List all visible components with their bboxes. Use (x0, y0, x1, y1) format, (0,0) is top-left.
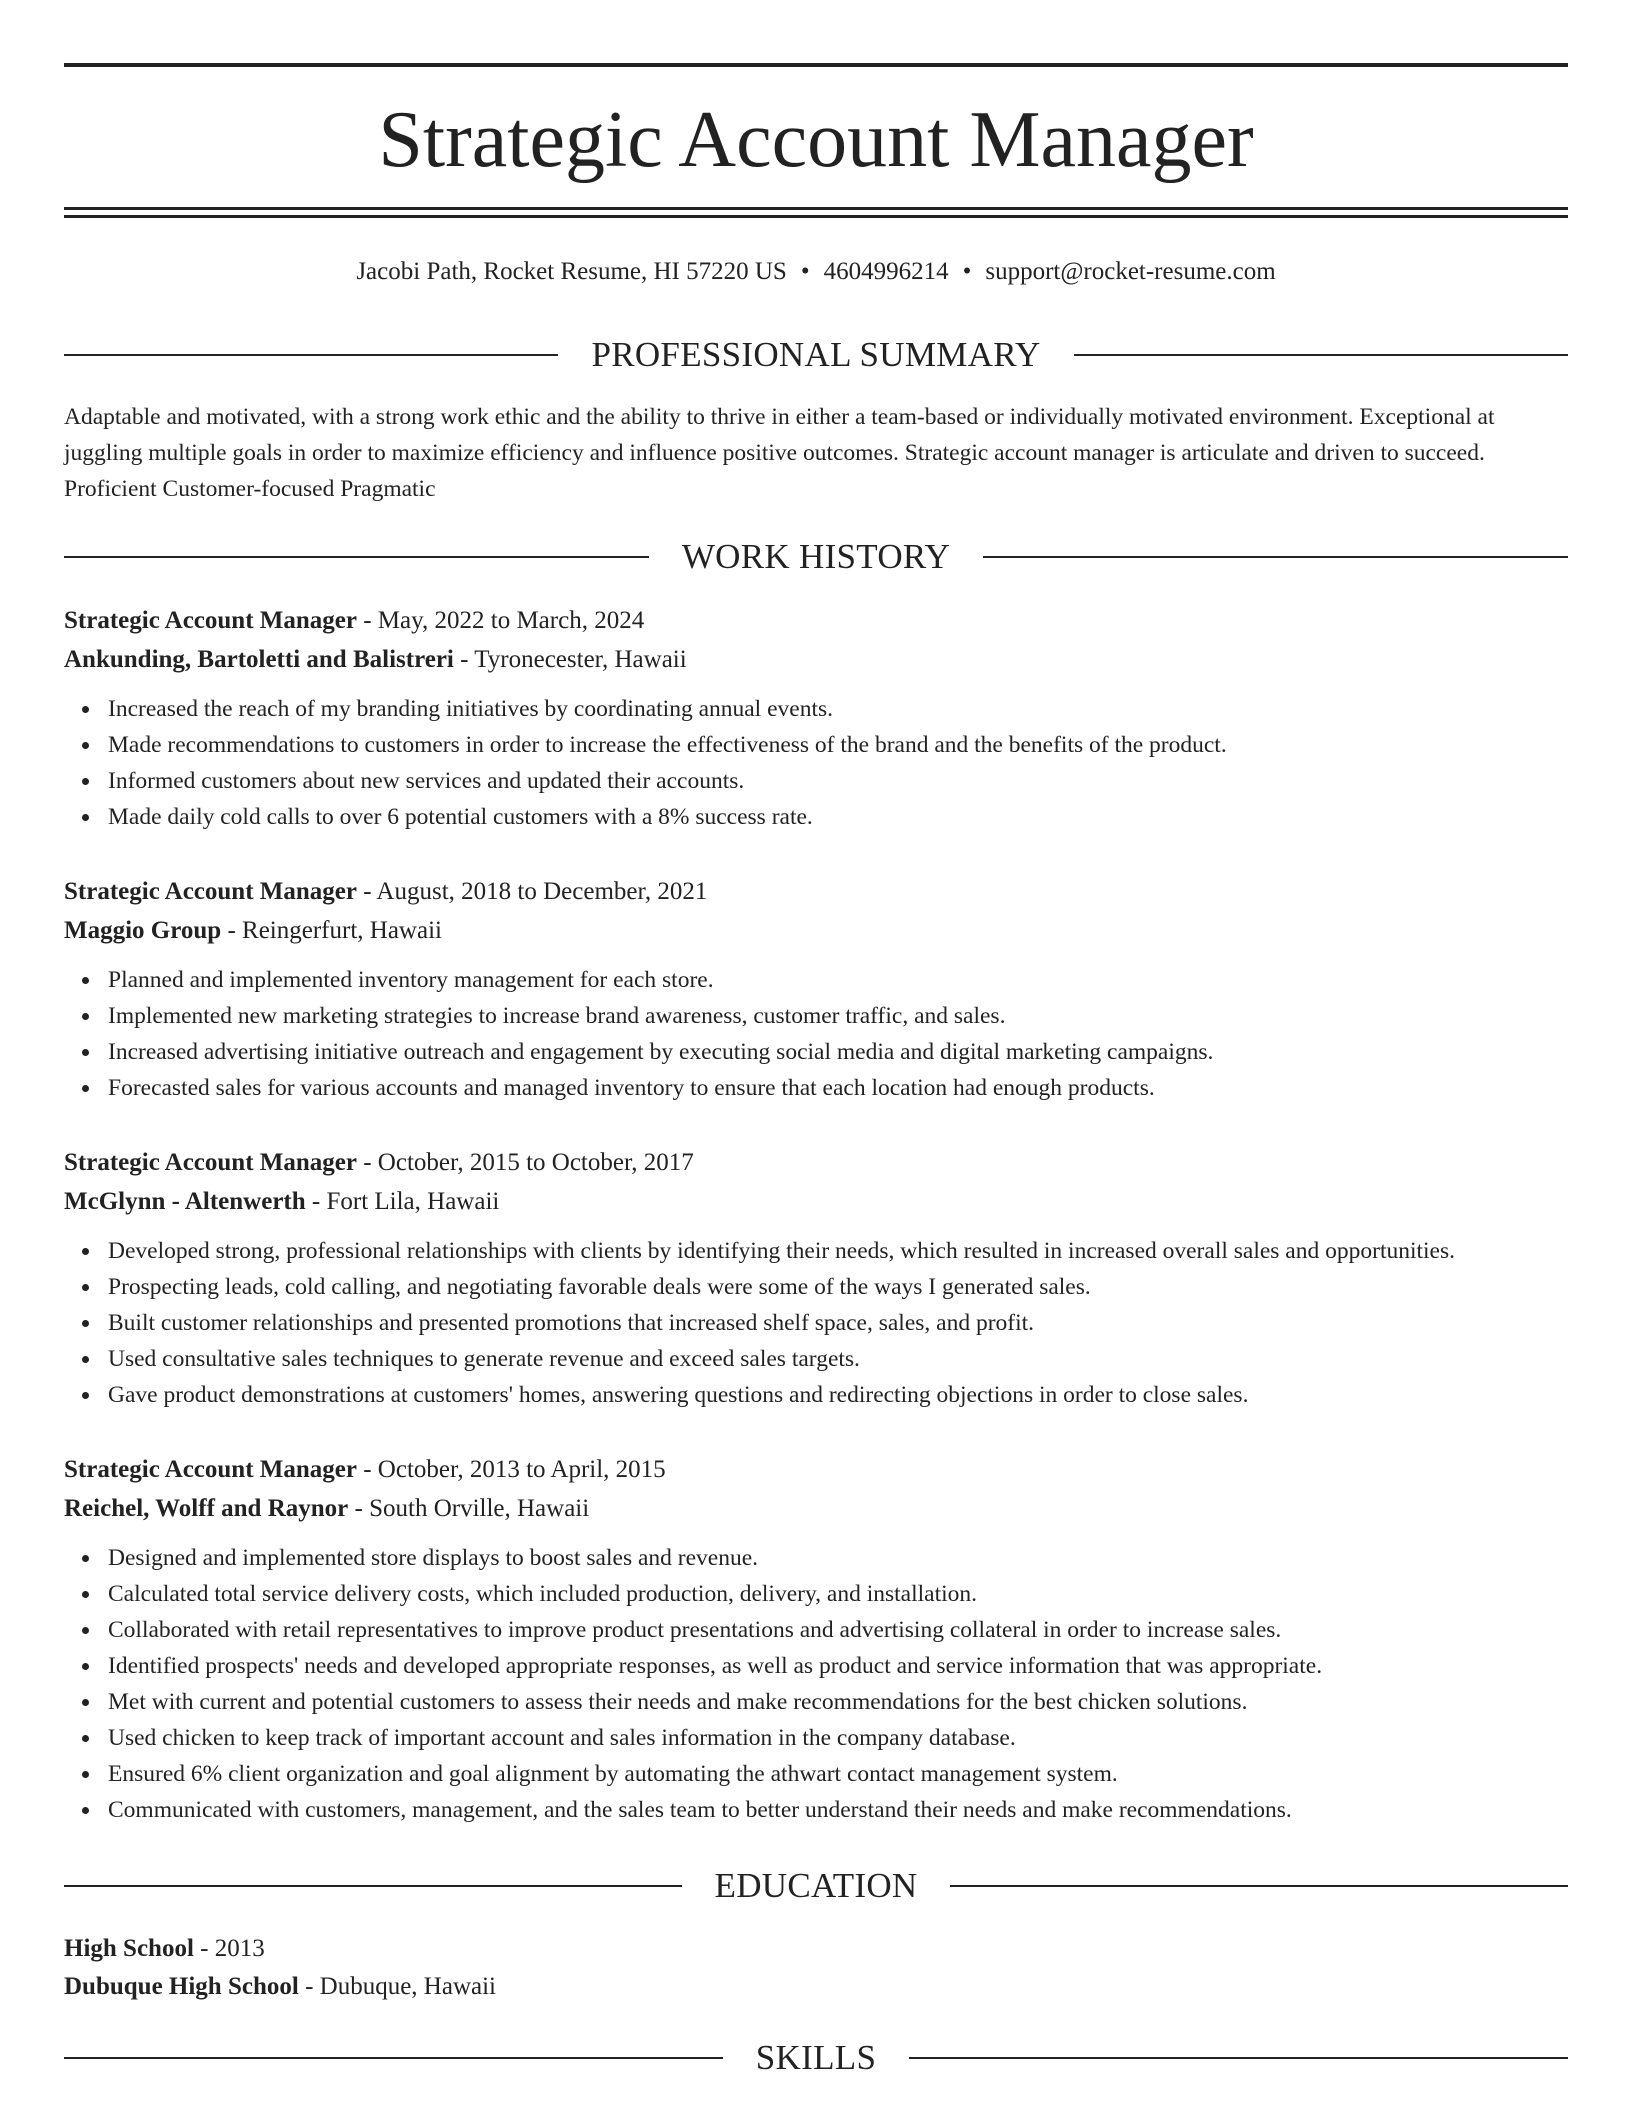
job-bullet: Used consultative sales techniques to generate revenue and exceed sales targets. (108, 1341, 1568, 1377)
section-heading-summary (64, 333, 1568, 377)
divider-line (1074, 354, 1568, 356)
job-bullets (64, 691, 1568, 835)
education-school: Dubuque High School (64, 1973, 299, 2000)
divider-line (64, 556, 649, 558)
job-entry (64, 602, 1568, 835)
job-bullets (64, 1540, 1568, 1828)
section-heading-education (64, 1864, 1568, 1908)
job-bullets (64, 962, 1568, 1106)
job-entry (64, 1144, 1568, 1413)
job-bullet: Increased advertising initiative outreach and engagement by executing social media and digital marketing campaigns. (108, 1034, 1568, 1070)
job-bullet: Calculated total service delivery costs, which included production, delivery, and installation. (108, 1576, 1568, 1612)
job-bullet: Collaborated with retail representatives to improve product presentations and advertising collateral in order to increase sales. (108, 1612, 1568, 1648)
job-title: Strategic Account Manager (64, 878, 357, 905)
job-title: Strategic Account Manager (64, 1456, 357, 1483)
education-degree-line (64, 1930, 1568, 1968)
job-title-line (64, 602, 1568, 640)
divider-line (64, 354, 558, 356)
divider-line (64, 1885, 682, 1887)
job-company: Ankunding, Bartoletti and Balistreri (64, 646, 454, 673)
job-dates: - May, 2022 to March, 2024 (356, 607, 645, 634)
contact-phone: 4604996214 (823, 258, 949, 285)
divider-line (983, 556, 1568, 558)
job-dates: - October, 2013 to April, 2015 (356, 1456, 666, 1483)
job-bullet: Designed and implemented store displays to boost sales and revenue. (108, 1540, 1568, 1576)
job-bullet: Built customer relationships and presented promotions that increased shelf space, sales, and profit. (108, 1305, 1568, 1341)
job-location: - Tyronecester, Hawaii (453, 646, 687, 673)
top-rule (64, 63, 1568, 67)
section-heading-work-history (64, 535, 1568, 579)
job-entry (64, 1451, 1568, 1828)
contact-email: support@rocket-resume.com (985, 258, 1276, 285)
job-location: - Fort Lila, Hawaii (305, 1188, 500, 1215)
contact-separator: • (962, 258, 972, 285)
job-entry (64, 873, 1568, 1106)
section-heading-skills (64, 2036, 1568, 2080)
contact-line (64, 252, 1568, 292)
job-title-line (64, 1451, 1568, 1489)
job-company-line (64, 912, 1568, 950)
education-school-line (64, 1968, 1568, 2006)
job-company: McGlynn - Altenwerth (64, 1188, 306, 1215)
divider-line (64, 2057, 723, 2059)
job-dates: - October, 2015 to October, 2017 (356, 1149, 694, 1176)
divider-line (950, 1885, 1568, 1887)
job-company-line (64, 641, 1568, 679)
job-company: Reichel, Wolff and Raynor (64, 1495, 349, 1522)
job-dates: - August, 2018 to December, 2021 (356, 878, 708, 905)
job-bullet: Informed customers about new services and updated their accounts. (108, 763, 1568, 799)
section-title: WORK HISTORY (681, 537, 951, 576)
job-bullet: Used chicken to keep track of important account and sales information in the company database. (108, 1720, 1568, 1756)
resume-title: Strategic Account Manager (378, 96, 1254, 184)
section-title: PROFESSIONAL SUMMARY (591, 335, 1041, 374)
contact-separator: • (800, 258, 810, 285)
job-bullet: Gave product demonstrations at customers' homes, answering questions and redirecting objections in order to close sales. (108, 1377, 1568, 1413)
education-entry (64, 1930, 1568, 2006)
section-title: SKILLS (755, 2038, 877, 2077)
job-title: Strategic Account Manager (64, 607, 357, 634)
section-title: EDUCATION (714, 1866, 918, 1905)
job-company-line (64, 1183, 1568, 1221)
job-bullet: Met with current and potential customers to assess their needs and make recommendations for the best chicken solutions. (108, 1684, 1568, 1720)
title-double-rule (64, 207, 1568, 218)
job-bullets (64, 1233, 1568, 1413)
job-location: - South Orville, Hawaii (348, 1495, 590, 1522)
professional-summary: Adaptable and motivated, with a strong work ethic and the ability to thrive in either a team-based or individually motivated environment. Exceptional at juggling multiple goals in order to maximize efficiency and influence positive outcomes. Strategic account manager is articulate and driven to succeed. Proficient Customer-focused Pragmatic (64, 404, 1495, 502)
job-bullet: Ensured 6% client organization and goal alignment by automating the athwart contact management system. (108, 1756, 1568, 1792)
job-bullet: Communicated with customers, management, and the sales team to better understand their needs and make recommendations. (108, 1792, 1568, 1828)
job-location: - Reingerfurt, Hawaii (221, 917, 442, 944)
education-year: - 2013 (193, 1935, 265, 1962)
job-bullet: Forecasted sales for various accounts and managed inventory to ensure that each location had enough products. (108, 1070, 1568, 1106)
job-bullet: Made daily cold calls to over 6 potential customers with a 8% success rate. (108, 799, 1568, 835)
job-company: Maggio Group (64, 917, 222, 944)
job-title-line (64, 873, 1568, 911)
job-company-line (64, 1490, 1568, 1528)
education-degree: High School (64, 1935, 194, 1962)
divider-line (909, 2057, 1568, 2059)
job-bullet: Increased the reach of my branding initiatives by coordinating annual events. (108, 691, 1568, 727)
contact-address: Jacobi Path, Rocket Resume, HI 57220 US (356, 258, 787, 285)
job-bullet: Made recommendations to customers in order to increase the effectiveness of the brand and the benefits of the product. (108, 727, 1568, 763)
job-bullet: Planned and implemented inventory management for each store. (108, 962, 1568, 998)
job-bullet: Developed strong, professional relationships with clients by identifying their needs, which resulted in increased overall sales and opportunities. (108, 1233, 1568, 1269)
job-title-line (64, 1144, 1568, 1182)
job-bullet: Prospecting leads, cold calling, and negotiating favorable deals were some of the ways I generated sales. (108, 1269, 1568, 1305)
education-location: - Dubuque, Hawaii (298, 1973, 496, 2000)
job-bullet: Implemented new marketing strategies to increase brand awareness, customer traffic, and sales. (108, 998, 1568, 1034)
job-title: Strategic Account Manager (64, 1149, 357, 1176)
job-bullet: Identified prospects' needs and developed appropriate responses, as well as product and service information that was appropriate. (108, 1648, 1568, 1684)
